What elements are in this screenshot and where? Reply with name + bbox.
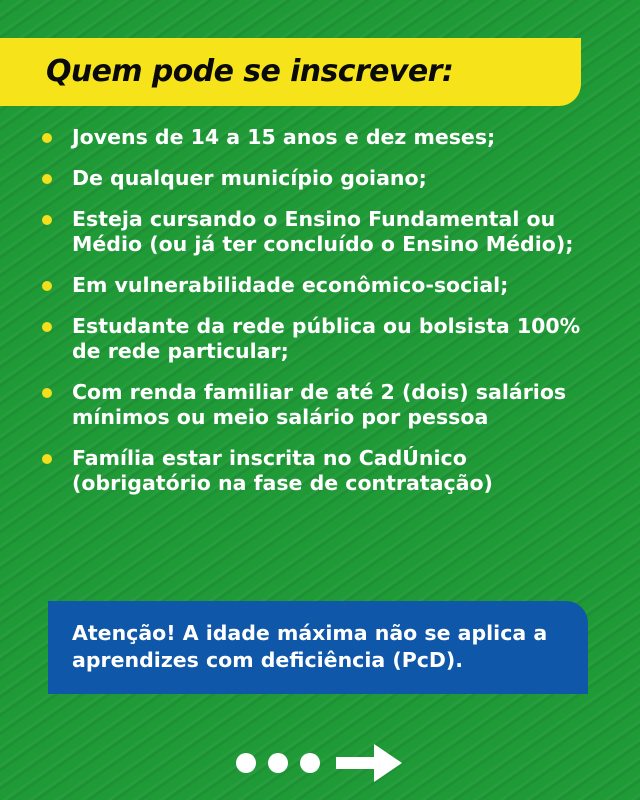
page-dot-icon[interactable]: [268, 753, 288, 773]
list-item-text: Com renda familiar de até 2 (dois) salários mínimos ou meio salário por pessoa: [72, 380, 567, 429]
notice-text: Atenção! A idade máxima não se aplica a aprendizes com deficiência (PcD).: [72, 621, 548, 672]
list-item: [40, 446, 585, 496]
list-item: [40, 166, 585, 191]
list-item: [40, 273, 585, 298]
list-item-text: Jovens de 14 a 15 anos e dez meses;: [72, 125, 496, 149]
list-item-text: Em vulnerabilidade econômico-social;: [72, 273, 509, 297]
list-item-text: Família estar inscrita no CadÚnico (obrigatório na fase de contratação): [72, 446, 493, 495]
page-dot-icon[interactable]: [236, 753, 256, 773]
bullet-icon: [42, 174, 52, 184]
list-item: [40, 207, 585, 257]
bullet-icon: [42, 388, 52, 398]
bullet-icon: [42, 215, 52, 225]
list-item-text: Estudante da rede pública ou bolsista 100% de rede particular;: [72, 314, 581, 363]
arrow-right-icon[interactable]: [336, 740, 404, 786]
bullet-icon: [42, 281, 52, 291]
list-item-text: De qualquer município goiano;: [72, 166, 427, 190]
page-dot-icon[interactable]: [300, 753, 320, 773]
bullet-icon: [42, 454, 52, 464]
carousel-navigation: [236, 740, 416, 786]
list-item: [40, 380, 585, 430]
criteria-list: [40, 125, 585, 512]
page-title: Quem pode se inscrever:: [46, 54, 454, 89]
list-item: [40, 314, 585, 364]
list-item: [40, 125, 585, 150]
bullet-icon: [42, 322, 52, 332]
bullet-icon: [42, 133, 52, 143]
list-item-text: Esteja cursando o Ensino Fundamental ou Médio (ou já ter concluído o Ensino Médio);: [72, 207, 574, 256]
